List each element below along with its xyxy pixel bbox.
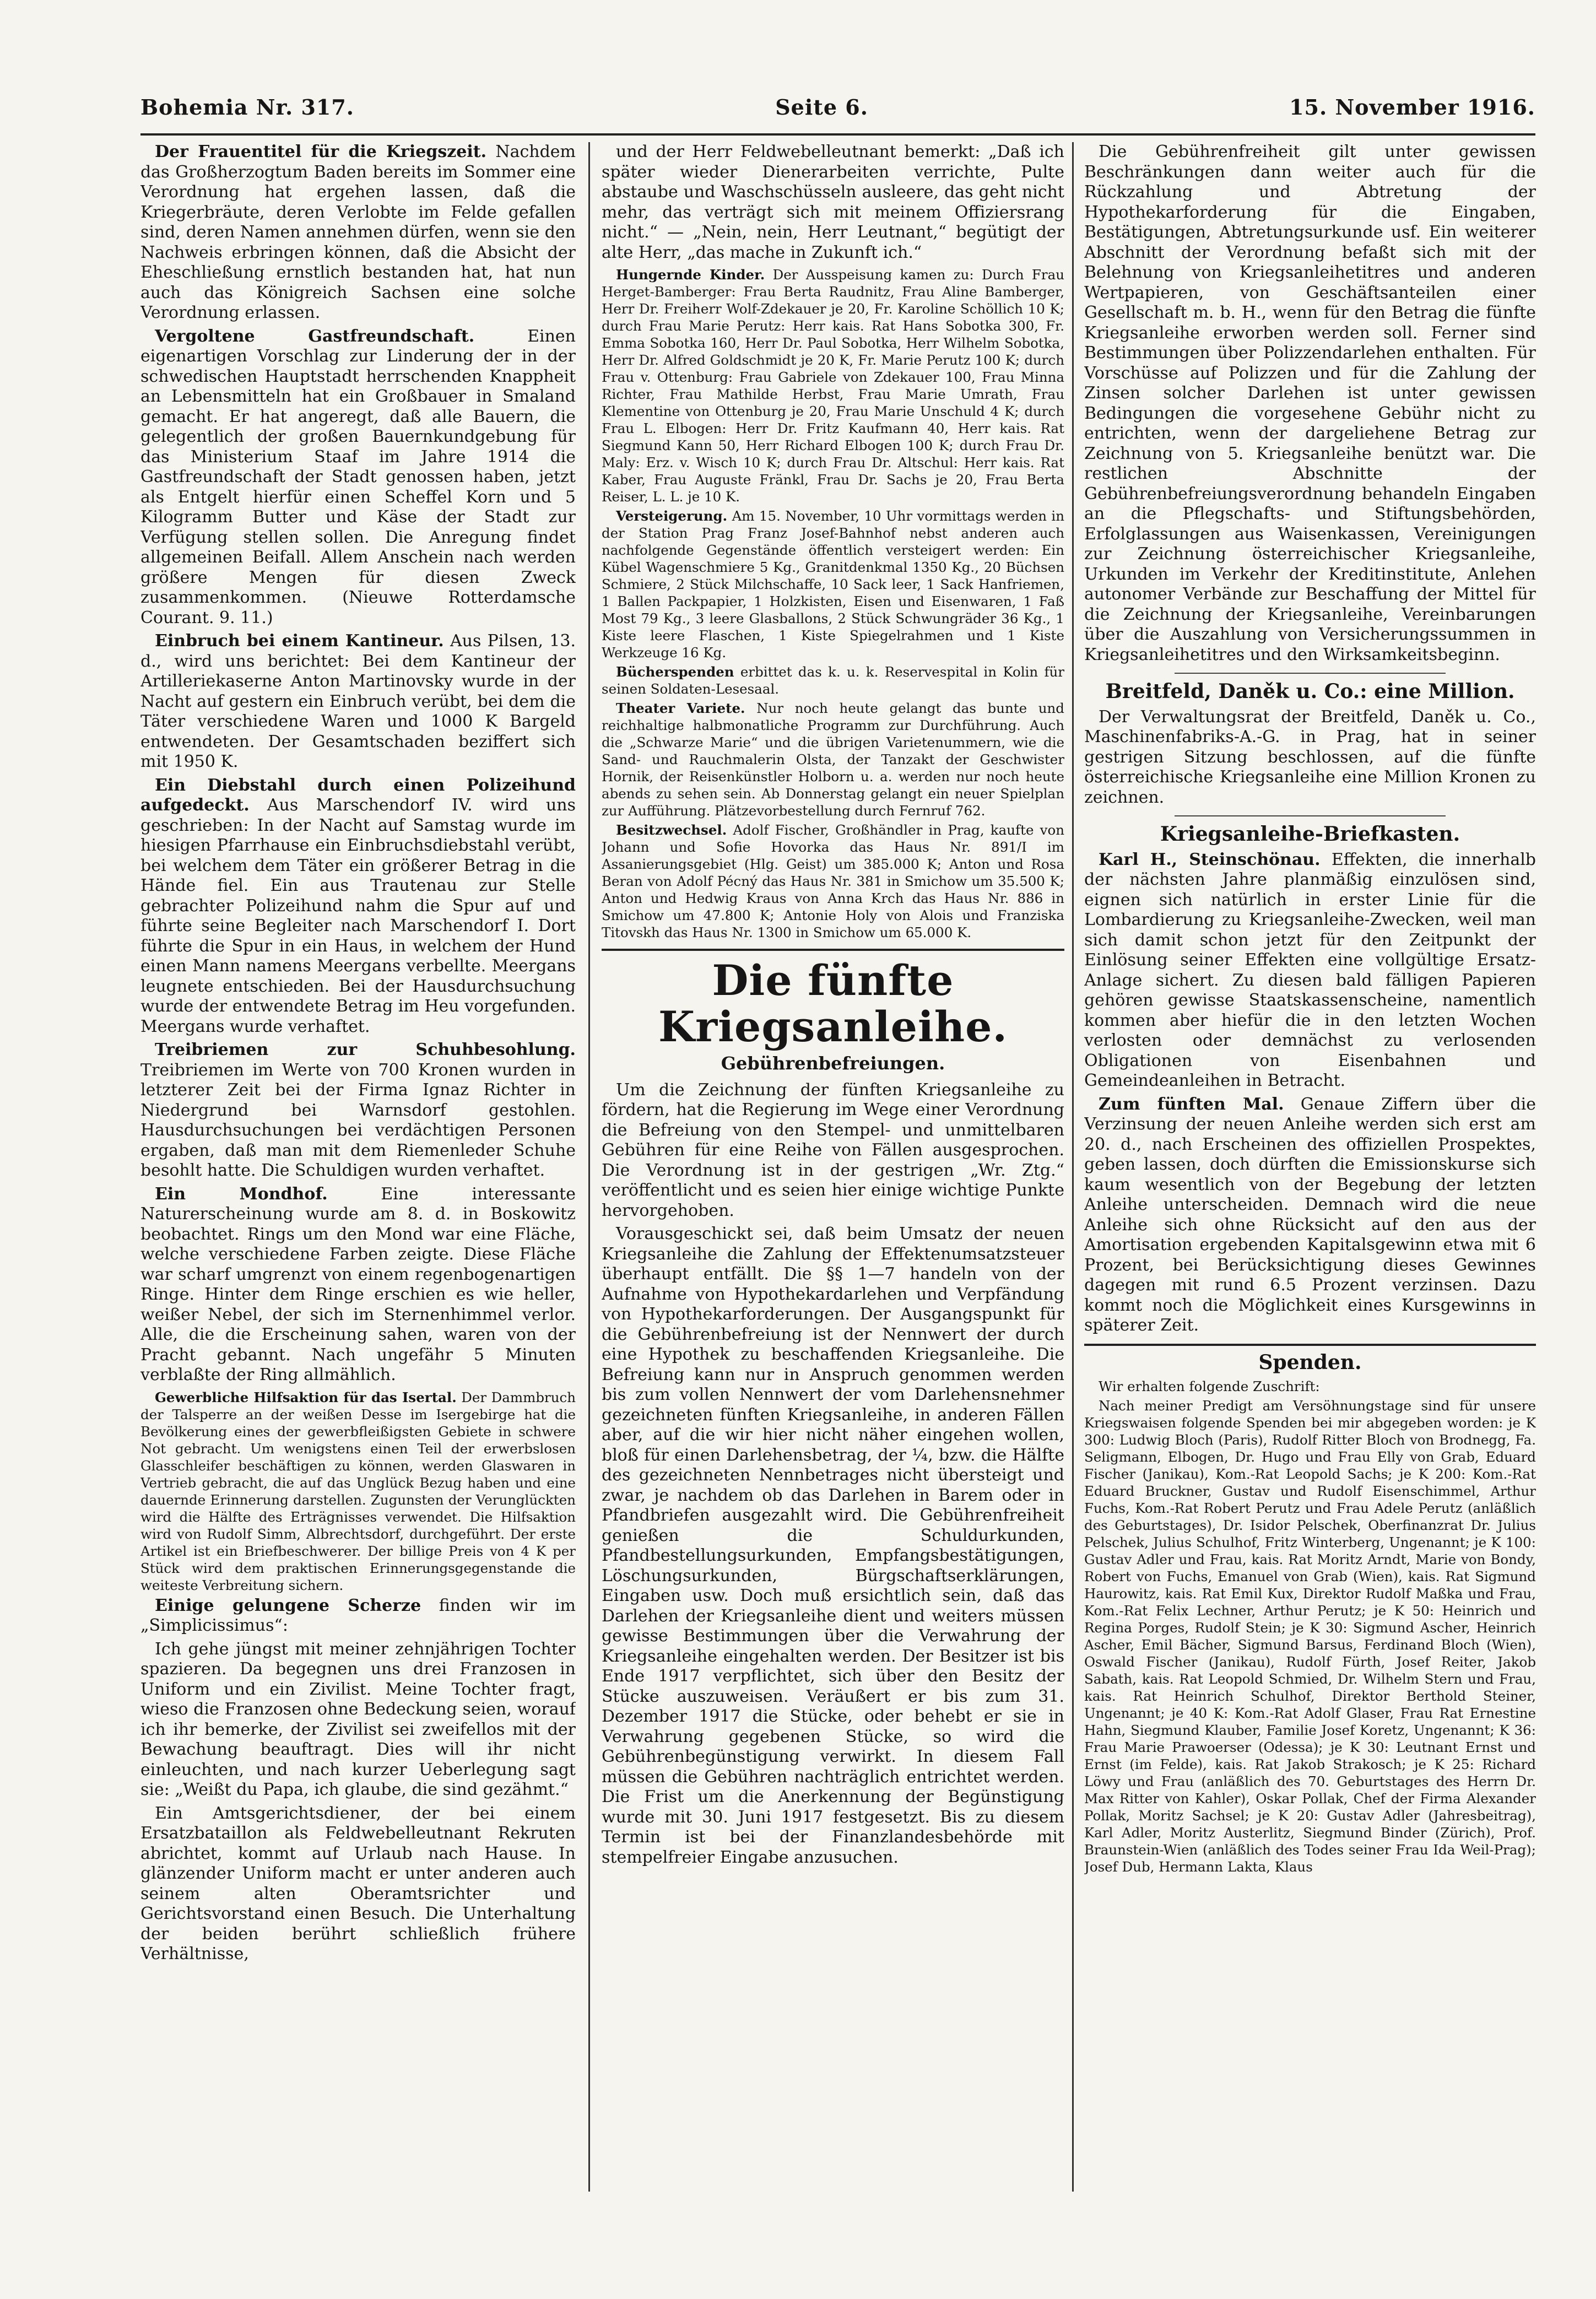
article-title: Karl H., Steinschönau.	[1099, 850, 1321, 869]
article-title: Hungernde Kinder.	[616, 267, 765, 283]
section-rule	[602, 949, 1064, 951]
article	[140, 1184, 576, 1386]
article-title: Besitzwechsel.	[616, 822, 727, 838]
article-title: Vergoltene Gastfreundschaft.	[155, 326, 475, 346]
article-title: Breitfeld, Daněk u. Co.: eine Million.	[1105, 680, 1515, 703]
briefkasten-title: Kriegsanleihe-Briefkasten.	[1160, 823, 1460, 846]
masthead	[140, 95, 1535, 128]
spenden-intro: Wir erhalten folgende Zuschrift:	[1099, 1378, 1320, 1394]
article-paragraph	[602, 142, 1064, 263]
article	[140, 142, 576, 323]
article-title: Gewerbliche Hilfsaktion für das Isertal.	[155, 1389, 457, 1405]
article-body: Der Ausspeisung kamen zu: Durch Frau Herget-Bamberger: Frau Berta Raudnitz, Frau Aline Bamberger, Herr Dr. Freiherr Wolf-Zdekauer je 20, Fr. Karoline Schöllich 10 K; durch Frau Marie Perutz: Herr kais. Rat Hans Sobotka 300, Fr. Emma Sobotka 160, Herr Dr. Paul Sobotka, Herr Wilhelm Sobotka, Herr Dr. Alfred Goldschmidt je 20 K, Fr. Marie Perutz 100 K; durch Frau v. Ottenburg: Frau Gabriele von Zdekauer 100, Frau Minna Richter, Frau Mathilde Herbst, Frau Marie Umrath, Frau Klementine von Ottenburg je 20, Frau Marie Unschuld 4 K; durch Frau L. Elbogen: Herr Dr. Fritz Kaufmann 40, Herr kais. Rat Siegmund Kann 50, Herr Richard Elbogen 100 K; durch Frau Dr. Maly: Erz. v. Wisch 10 K; durch Frau Dr. Altschul: Herr kais. Rat Kaber, Frau Auguste Fränkl, Frau Dr. Sachs je 20, Frau Berta Reiser, L. L. je 10 K.	[602, 267, 1064, 505]
article-body: Die Gebührenfreiheit gilt unter gewissen Beschränkungen dann weiter auch für die Rückzahlung und Abtretung der Hypothekarforderung für die Eingaben, Bestätigungen, Abtretungsurkunde usf. Ein weiterer Abschnitt der Verordnung befaßt sich mit der Belehnung von Kriegsanleihetitres und anderen Wertpapieren, von Geschäftsanteilen einer Gesellschaft m. b. H., wenn für den Betrag die fünfte Kriegsanleihe erworben werden soll. Ferner sind Bestimmungen über Polizzendarlehen enthalten. Für Vorschüsse auf Polizzen und für die Zahlung der Zinsen solcher Darlehen ist unter gewissen Bedingungen die vorgesehene Gebühr nicht zu entrichten, wenn der dargeliehene Betrag zur Zeichnung von 5. Kriegsanleihe benützt war. Die restlichen Abschnitte der Gebührenbefreiungsverordnung behandeln Eingaben an die Pflegschafts- und Stiftungsbehörden, Erfolglassungen aus Waisenkassen, Vereinigungen zur Zeichnung österreichischer Kriegsanleihe, Urkunden im Verkehr der Kreditinstitute, Anlehen autonomer Verbände zur Beschaffung der Mittel für die Zeichnung der Kriegsanleihe, Vereinbarungen über die Auszahlung von Versicherungssummen in Kriegsanleihetitres und den Wirksamkeitsbeginn.	[1084, 142, 1536, 664]
article-body: Ich gehe jüngst mit meiner zehnjährigen Tochter spazieren. Da begegnen uns drei Franzosen in Uniform und ein Zivilist. Meine Tochter fragt, wieso die Franzosen ohne Bedeckung seien, worauf ich ihr bemerke, der Zivilist sei zweifellos mit der Bewachung beauftragt. Dies will ihr nicht einleuchten, und nach kurzer Ueberlegung sagt sie: „Weißt du Papa, ich glaube, die sind gezähmt.“	[140, 1639, 576, 1799]
article-title: Theater Variete.	[616, 700, 745, 716]
article-title: Der Frauentitel für die Kriegszeit.	[155, 142, 487, 161]
loan-paragraph: Vorausgeschickt sei, daß beim Umsatz der neuen Kriegsanleihe die Zahlung der Effektenumsatzsteuer überhaupt entfällt. Die §§ 1—7 handeln von der Aufnahme von Hypothekardarlehen und Verpfändung von Hypothekarforderungen. Der Ausgangspunkt für die Gebührenbefreiung ist der Nennwert der durch eine Hypothek zu beschaffenden Kriegsanleihe. Die Befreiung kann nur in Anspruch genommen werden bis zum vollen Nennwert der vom Darlehensnehmer gezeichneten fünften Kriegsanleihe, in anderen Fällen aber, auf die wir hier nicht näher eingehen wollen, bloß für einen Darlehensbetrag, der ¼, bzw. die Hälfte des gezeichneten Nennbetrages nicht übersteigt und zwar, je nachdem ob das Darlehen in Barem oder in Pfandbriefen ausgezahlt wird. Die Gebührenfreiheit genießen die Schuldurkunden, Pfandbestellungsurkunden, Empfangsbestätigungen, Löschungsurkunden, Bürgschaftserklärungen, Eingaben usw. Doch muß ersichtlich sein, daß das Darlehen der Kriegsanleihe dient und weiters müssen gewisse Bestimmungen über die Verwahrung der Kriegsanleihe eingehalten werden. Der Besitzer ist bis Ende 1917 verpflichtet, sich über den Besitz der Stücke auszuweisen. Veräußert er bis zum 31. Dezember 1917 die Stücke, oder behebt er sie in Verwahrung gegebenen Stücke, so wird die Gebührenbegünstigung verwirkt. In diesem Fall müssen die Gebühren nachträglich entrichtet werden. Die Frist um die Anerkennung der Begünstigung wurde mit 30. Juni 1917 festgesetzt. Bis zu diesem Termin ist bei der Finanzlandesbehörde mit stempelfreier Eingabe anzusuchen.	[602, 1224, 1064, 1867]
issue-date: 15. November 1916.	[1289, 95, 1535, 120]
column-divider-2	[1072, 142, 1074, 2192]
article	[140, 1596, 576, 1636]
article	[602, 700, 1064, 819]
section-rule	[1084, 1344, 1536, 1346]
article	[1084, 1095, 1536, 1336]
article	[140, 1389, 576, 1594]
loan-paragraph: Um die Zeichnung der fünften Kriegsanleihe zu fördern, hat die Regierung im Wege einer Verordnung die Befreiung von den Stempel- und unmittelbaren Gebühren für eine Reihe von Fällen ausgesprochen. Die Verordnung ist in der gestrigen „Wr. Ztg.“ veröffentlicht und es seien hier einige wichtige Punkte hervorgehoben.	[602, 1080, 1064, 1220]
loan-headline: Die fünfte Kriegsanleihe.	[658, 956, 1008, 1051]
article-body: Ein Amtsgerichtsdiener, der bei einem Ersatzbataillon als Feldwebelleutnant Rekruten abrichtet, kommt auf Urlaub nach Hause. In glänzender Uniform macht er unter anderen auch seinem alten Oberamtsrichter und Gerichtsvorstand einen Besuch. Die Unterhaltung der beiden berührt schließlich frühere Verhältnisse,	[140, 1803, 576, 1963]
article	[602, 266, 1064, 505]
article-paragraph	[1084, 142, 1536, 665]
column-2	[602, 142, 1064, 2203]
article	[602, 821, 1064, 941]
page-number: Seite 6.	[775, 95, 868, 120]
article	[140, 776, 576, 1037]
article	[1084, 850, 1536, 1091]
paper-name-issue: Bohemia Nr. 317.	[140, 95, 355, 120]
article-body: Adolf Fischer, Großhändler in Prag, kaufte von Johann und Sofie Hovorka das Haus Nr. 891/I im Assanierungsgebiet (Hlg. Geist) um 385.000 K; Anton und Rosa Beran von Adolf Pécný das Haus Nr. 381 in Smichow um 35.500 K; Anton und Hedwig Kraus von Anna Krch das Haus Nr. 886 in Smichow um 47.800 K; Antonie Holy von Alois und Franziska Titovskh das Haus Nr. 1300 in Smichow um 65.000 K.	[602, 822, 1064, 940]
article-body: Aus Pilsen, 13. d., wird uns berichtet: Bei dem Kantineur der Artilleriekaserne Anton Martinovsky wurde in der Nacht auf gestern ein Einbruch verübt, bei dem die Täter verschiedene Waren und 1000 K Bargeld entwendeten. Der Gesamtschaden beziffert sich mit 1950 K.	[140, 631, 576, 771]
article-paragraph	[140, 1640, 576, 1800]
article	[140, 1040, 576, 1181]
article-body: Treibriemen im Werte von 700 Kronen wurden in letzterer Zeit bei der Firma Ignaz Richter in Niedergrund bei Warnsdorf gestohlen. Hausdurchsuchungen bei verdächtigen Personen ergaben, daß man mit dem Riemenleder Schuhe besohlt hatte. Die Schuldigen wurden verhaftet.	[140, 1060, 576, 1180]
article-title: Treibriemen zur Schuhbesohlung.	[155, 1040, 576, 1059]
article-body: Der Verwaltungsrat der Breitfeld, Daněk u. Co., Maschinenfabriks-A.-G. in Prag, hat in seiner gestrigen Sitzung beschlossen, auf die fünfte österreichische Kriegsanleihe eine Million Kronen zu zeichnen.	[1084, 707, 1536, 807]
article-title: Versteigerung.	[616, 508, 728, 524]
article-body: Effekten, die innerhalb der nächsten Jahre planmäßig einzulösen sind, eignen sich natürlich in erster Linie für die Lombardierung zu Kriegsanleihe-Zwecken, weil man sich damit schon jetzt für den Zeitpunkt der Einlösung seiner Effekten eine vollgültige Ersatz-Anlage sichert. Zu diesen bald fälligen Papieren gehören gewisse Staatskassenscheine, namentlich kommen aber hiefür die in den letzten Wochen verlosten oder demnächst zu verlosenden Obligationen von Eisenbahnen und Gemeindeanleihen in Betracht.	[1084, 850, 1536, 1090]
article-body: Einen eigenartigen Vorschlag zur Linderung der in der schwedischen Hauptstadt herrschenden Knappheit an Lebensmitteln hat ein Großbauer in Smaland gemacht. Er hat angeregt, daß alle Bauern, die gelegentlich der großen Bauernkundgebung für das Ministerium Staaf im Jahre 1914 die Gastfreundschaft der Stadt genossen haben, jetzt als Entgelt hierfür einen Scheffel Korn und 5 Kilogramm Butter und Käse der Stadt zur Verfügung stellen sollen. Die Anregung findet allgemeinen Beifall. Allem Anschein nach werden größere Mengen für diesen Zweck zusammenkommen. (Nieuwe Rotterdamsche Courant. 9. 11.)	[140, 326, 576, 628]
article-title: Einbruch bei einem Kantineur.	[155, 631, 444, 651]
article	[602, 507, 1064, 661]
article	[140, 327, 576, 629]
article-body: Aus Marschendorf IV. wird uns geschrieben: In der Nacht auf Samstag wurde im hiesigen Pfarrhause ein Einbruchsdiebstahl verübt, bei welchem dem Täter ein größerer Betrag in die Hände fiel. Ein aus Trautenau zur Stelle gebrachter Polizeihund nahm die Spur auf und führte seine Begleiter nach Marschendorf I. Dort führte die Spur in ein Haus, in welchem der Hund einen Mann namens Meergans verbellte. Meergans leugnete entschieden. Bei der Hausdurchsuchung wurde der entwendete Betrag im Heu vorgefunden. Meergans wurde verhaftet.	[140, 796, 576, 1036]
article-body: Am 15. November, 10 Uhr vormittags werden in der Station Prag Franz Josef-Bahnhof nebst anderen auch nachfolgende Gegenstände öffentlich versteigert werden: Ein Kübel Wagenschmiere 5 Kg., Granitdenkmal 1350 Kg., 20 Büchsen Schmiere, 2 Stück Milchschaffe, 10 Sack leer, 1 Sack Hanfriemen, 1 Ballen Packpapier, 1 Holzkisten, Eisen und Eisenwaren, 1 Faß Most 79 Kg., 3 leere Glasballons, 2 Stück Schwungräder 36 Kg., 1 Kiste leere Flaschen, 1 Kiste Spiegelrahmen und 1 Kiste Werkzeuge 16 Kg.	[602, 508, 1064, 661]
article-title: Bücherspenden	[616, 664, 734, 680]
article-body: Eine interessante Naturerscheinung wurde am 8. d. in Boskowitz beobachtet. Rings um den Mond war eine Fläche, welche verschiedene Farben zeigte. Diese Fläche war scharf umgrenzt von einem regenbogenartigen Ringe. Hinter dem Ringe erschien es wie heller, weißer Nebel, der sich im Sternenhimmel verlor. Alle, die die Erscheinung sahen, waren von der Pracht gebannt. Nach ungefähr 5 Minuten verblaßte der Ring allmählich.	[140, 1184, 576, 1384]
spenden-body: Nach meiner Predigt am Versöhnungstage sind für unsere Kriegswaisen folgende Spenden bei mir abgegeben worden: je K 300: Ludwig Bloch (Paris), Rudolf Ritter Bloch von Brodnegg, Fa. Seligmann, Elbogen, Dr. Hugo und Frau Elly von Grab, Eduard Fischer (Janikau), Kom.-Rat Leopold Sachs; je K 200: Kom.-Rat Eduard Bruckner, Gustav und Rudolf Eisenschimmel, Arthur Fuchs, Kom.-Rat Robert Perutz und Frau Adele Perutz (anläßlich des Geburtstages), Dr. Isidor Pelschek, Oberfinanzrat Dr. Julius Pelschek, Julius Schulhof, Fritz Winterberg, Ungenannt; je K 100: Gustav Adler und Frau, kais. Rat Moritz Arndt, Marie von Bondy, Robert von Fuchs, Emanuel von Grab (Wien), kais. Rat Sigmund Haurowitz, kais. Rat Emil Kux, Direktor Rudolf Maßka und Frau, Kom.-Rat Felix Lechner, Arthur Perutz; je K 50: Heinrich und Regina Porges, Rudolf Stein; je K 30: Sigmund Ascher, Heinrich Ascher, Emil Bächer, Sigmund Barsus, Ferdinand Bloch (Wien), Oswald Fischer (Janikau), Rudolf Fürth, Josef Reiter, Jakob Sabath, kais. Rat Leopold Schmied, Dr. Wilhelm Stern und Frau, kais. Rat Heinrich Schulhof, Direktor Berthold Steiner, Ungenannt; je 40 K: Kom.-Rat Adolf Glaser, Frau Rat Ernestine Hahn, Siegmund Klauber, Familie Josef Koretz, Ungenannt; K 36: Frau Marie Prawoerser (Odessa); je K 30: Leutnant Ernst und Ernst (im Felde), kais. Rat Jakob Strakosch; je K 25: Richard Löwy und Frau (anläßlich des 70. Geburtstages des Herrn Dr. Max Ritter von Kahler), Oskar Pollak, Chef der Firma Alexander Pollak, Moritz Sachsel; je K 20: Gustav Adler (Jahresbeitrag), Karl Adler, Moritz Austerlitz, Siegmund Binder (Zürich), Prof. Braunstein-Wien (anläßlich des Todes seiner Frau Ida Weil-Prag); Josef Dub, Hermann Lakta, Klaus	[1084, 1398, 1536, 1875]
column-3	[1084, 142, 1536, 2181]
article-body: Nur noch heute gelangt das bunte und reichhaltige halbmonatliche Programm zur Durchführung. Auch die „Schwarze Marie“ und die übrigen Varietenummern, wie die Sand- und Rauchmalerin Olsta, der Tanzakt der Geschwister Hornik, der Reisenkünstler Holborn u. a. werden nur noch heute abends zu sehen sein. Ab Donnerstag gelangt ein neuer Spielplan zur Aufführung. Plätzevorbestellung durch Fernruf 762.	[602, 700, 1064, 819]
section-rule	[1175, 815, 1446, 816]
article	[602, 663, 1064, 697]
article-paragraph	[140, 1804, 576, 1965]
column-divider-1	[588, 142, 590, 2192]
article-body: Genaue Ziffern über die Verzinsung der neuen Anleihe werden sich erst am 20. d., nach Erscheinen des offiziellen Prospektes, geben lassen, doch dürften die Emissionskurse sich kaum wesentlich von der Begebung der letzten Anleihe unterscheiden. Demnach wird die neue Anleihe sich ohne Rücksicht auf den aus der Amortisation ergebenden Kapitalsgewinn etwa mit 6 Prozent, bei Berücksichtigung dieses Gewinnes dagegen mit rund 6.5 Prozent verzinsen. Dazu kommt noch die Möglichkeit eines Kursgewinns in späterer Zeit.	[1084, 1094, 1536, 1335]
loan-subheadline: Gebührenbefreiungen.	[721, 1053, 945, 1074]
article-title: Zum fünften Mal.	[1099, 1094, 1284, 1114]
article-title: Einige gelungene Scherze	[155, 1595, 421, 1615]
article-title: Ein Diebstahl durch einen Polizeihund aufgedeckt.	[140, 775, 576, 815]
header-rule	[140, 133, 1535, 136]
article-body: finden wir im „Simplicissimus“:	[140, 1595, 576, 1635]
article-body: Nachdem das Großherzogtum Baden bereits im Sommer eine Verordnung hat ergehen lassen, daß die Kriegerbräute, deren Verlobte im Felde gefallen sind, deren Namen annehmen dürfen, wenn sie den Nachweis erbringen können, daß die Absicht der Eheschließung ernstlich bestanden hat, hat nun auch das Königreich Sachsen eine solche Verordnung erlassen.	[140, 142, 576, 322]
article-body: Der Dammbruch der Talsperre an der weißen Desse im Isergebirge hat die Bevölkerung eines der gewerbfleißigsten Gebiete in schwere Not gebracht. Um wenigstens einen Teil der erwerbslosen Glasschleifer beschäftigen zu können, werden Glaswaren in Vertrieb gebracht, die auf das Unglück Bezug haben und eine dauernde Erinnerung darstellen. Zugunsten der Verunglückten wird die Hälfte des Erträgnisses verwendet. Die Hilfsaktion wird von Rudolf Simm, Albrechtsdorf, durchgeführt. Der erste Artikel ist ein Briefbeschwerer. Der billige Preis von 4 K per Stück wird dem praktischen Erinnerungsgegenstande die weiteste Verbreitung sichern.	[140, 1389, 576, 1593]
article	[140, 631, 576, 772]
column-1	[140, 142, 576, 2197]
article-title: Ein Mondhof.	[155, 1184, 328, 1204]
section-rule	[1175, 673, 1446, 674]
article-body: und der Herr Feldwebelleutnant bemerkt: „Daß ich später wieder Dienerarbeiten verrichte, Pulte abstaube und Waschschüsseln ausleere, das geht nicht mehr, das verträgt sich mit meinem Offiziersrang nicht.“ — „Nein, nein, Herr Leutnant,“ begütigt der alte Herr, „das mache in Zukunft ich.“	[602, 142, 1064, 262]
spenden-title: Spenden.	[1258, 1350, 1362, 1374]
article-body: erbittet das k. u. k. Reservespital in Kolin für seinen Soldaten-Lesesaal.	[602, 664, 1064, 697]
